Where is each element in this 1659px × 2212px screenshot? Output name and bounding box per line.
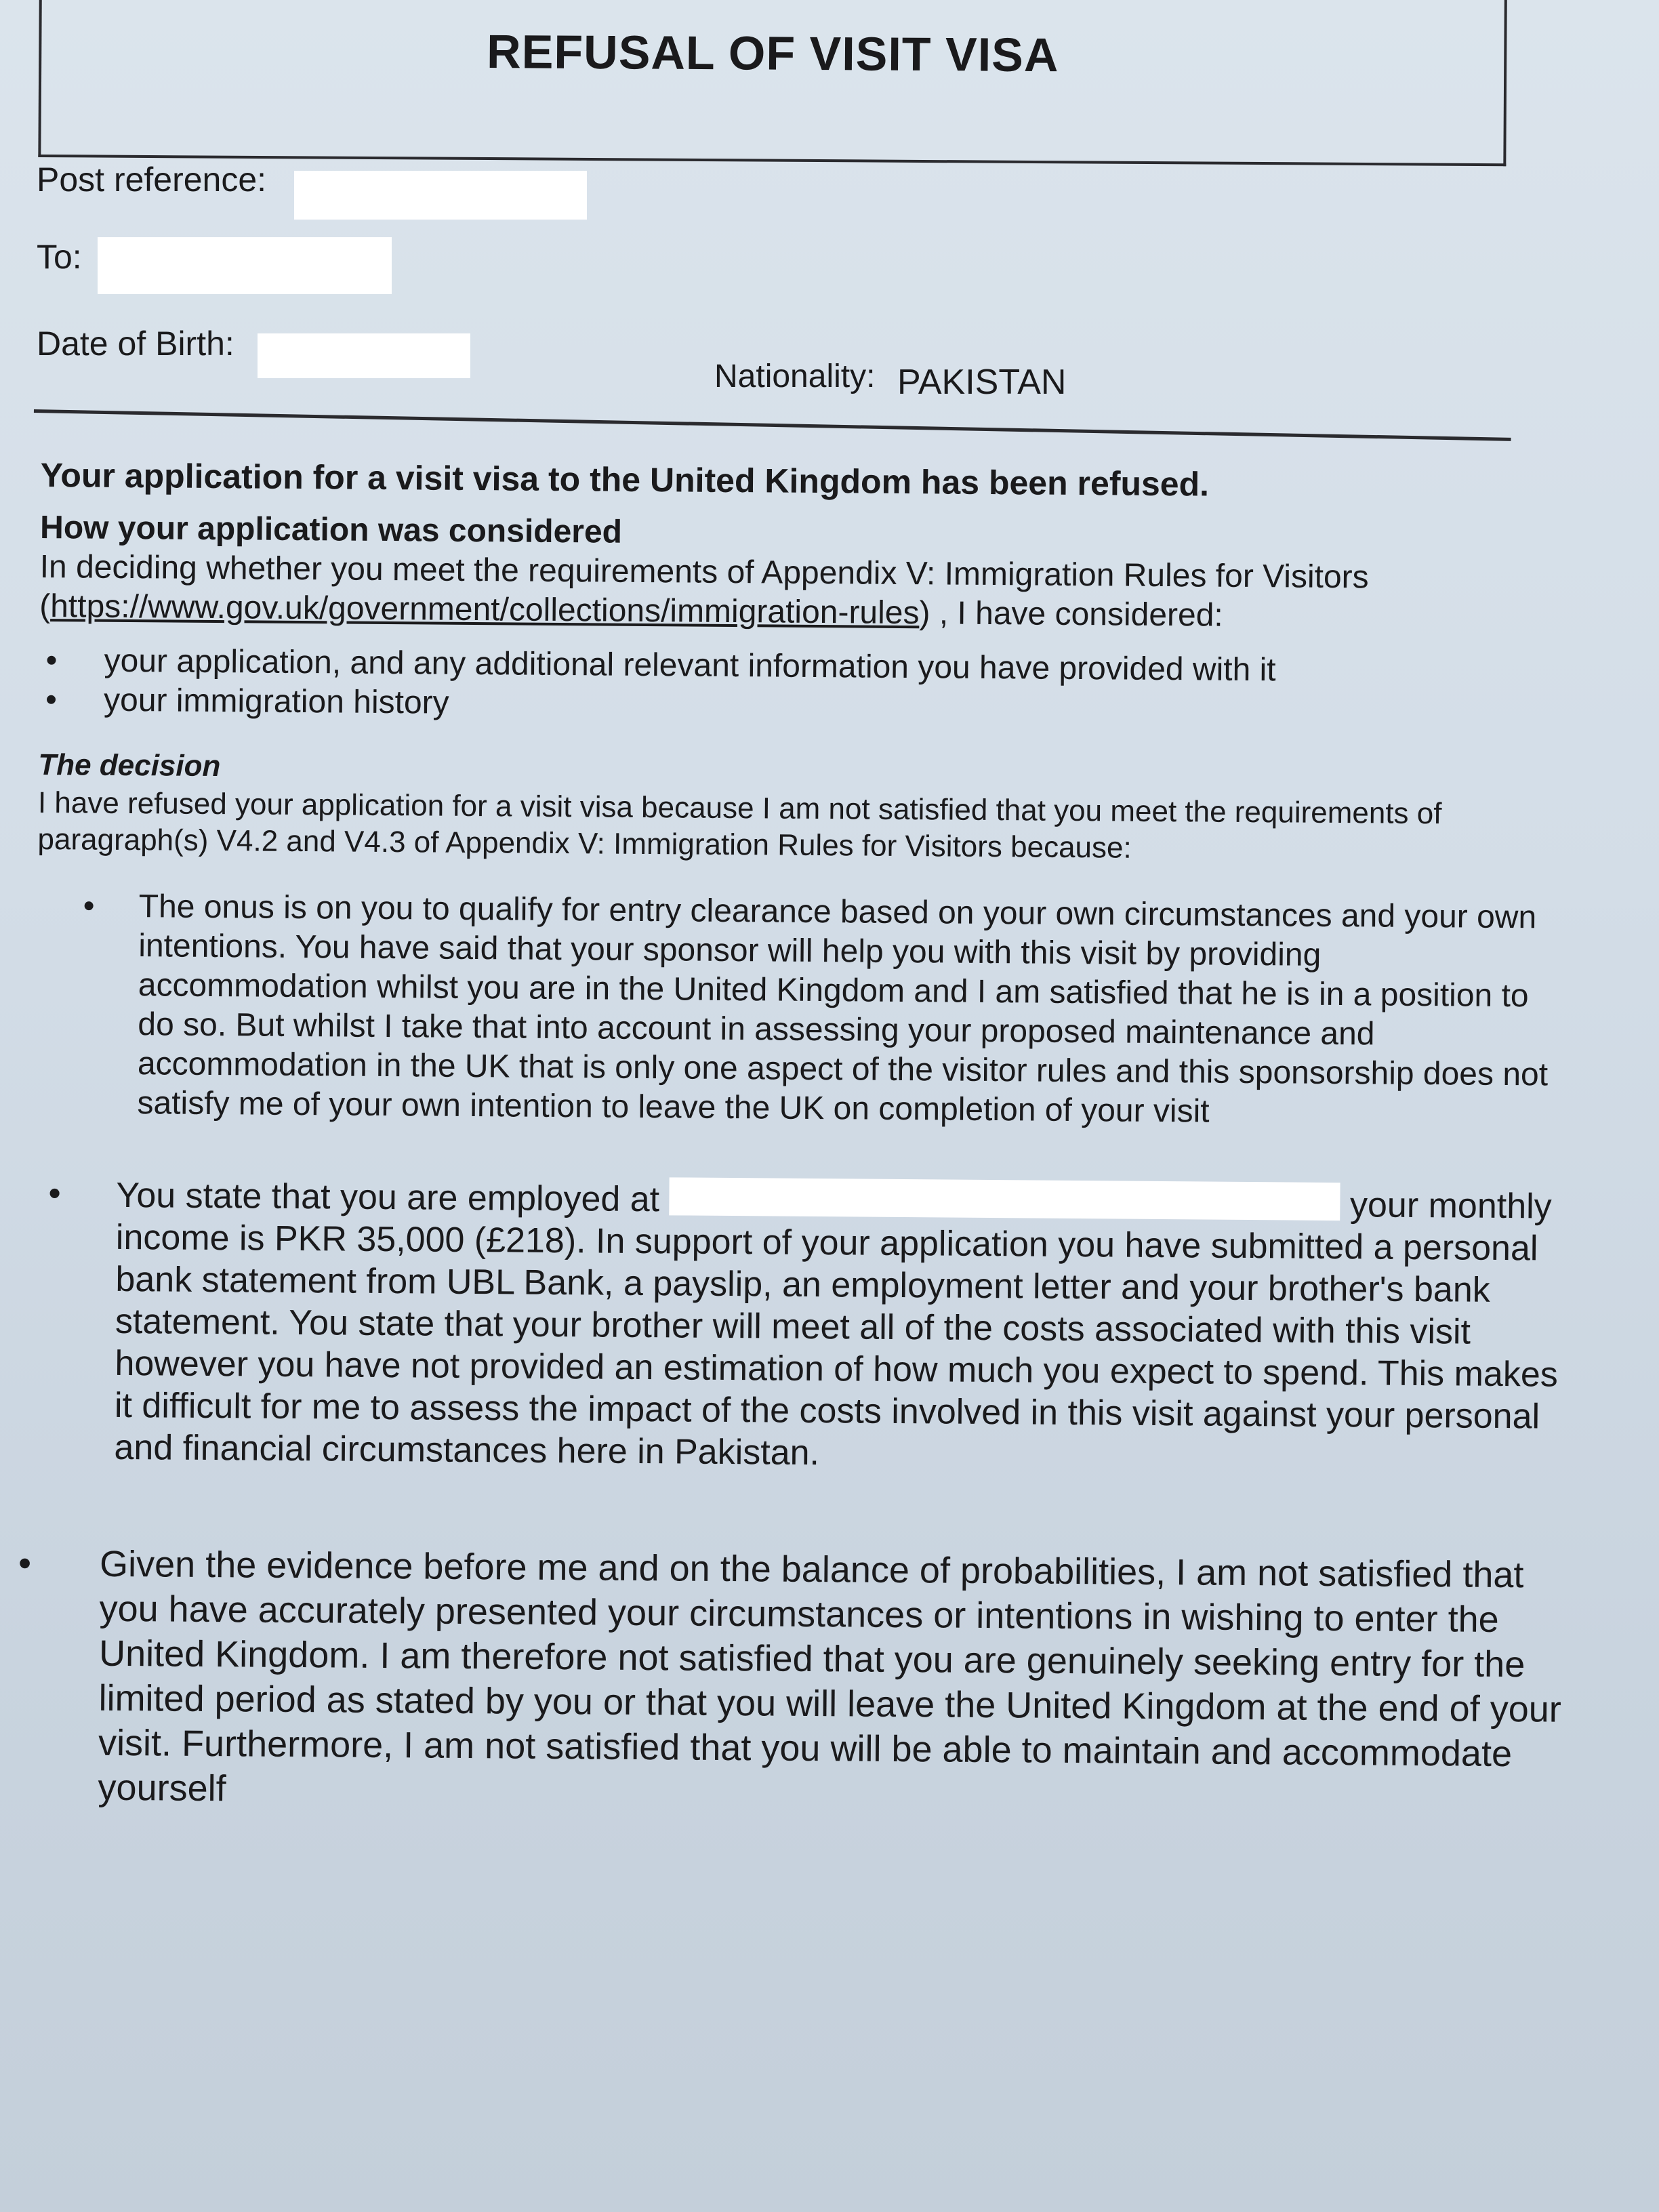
recipient-redaction (98, 237, 392, 294)
decision-paragraph: I have refused your application for a visit visa because I am not satisfied that you meet the requirements of paragraph(s) V4.2 and V4.3 of Appendix V: Immigration Rules for Visitors because: (37, 785, 1442, 865)
title-box (38, 0, 1507, 166)
reason-item: • Given the evidence before me and on the balance of probabilities, I am not satisfied that you have accurately presented your circumstances or intentions in wishing to enter the United Kingdom. I am therefore not satisfied that you are genuinely seeking entry for the limited period as stated by you or that you will leave the United Kingdom at the end of your visit. Furthermore, I am not satisfied that you will be able to maintain and accommodate yourself (3, 1541, 1563, 1822)
employment-text-before: You state that you are employed at (116, 1175, 660, 1220)
dob-redaction (258, 333, 470, 378)
to-label: To: (37, 238, 82, 276)
employer-redaction (669, 1177, 1340, 1221)
considered-text-after: ) , I have considered: (919, 595, 1223, 634)
considered-list (39, 641, 1578, 732)
considered-heading: How your application was considered (39, 509, 623, 550)
employment-text-after: your monthly income is PKR 35,000 (£218). In support of your application you have submitted a personal bank statement from UBL Bank, a payslip, an employment letter and your brother's bank statement. You state that your brother will meet all of the costs associated with this visit however you have not provided an estimation of how much you expect to spend. This makes it difficult for me to assess the impact of the costs involved in this visit against your personal and financial circumstances here in Pakistan. (114, 1185, 1559, 1473)
header-divider (34, 409, 1511, 441)
considered-text-before: In deciding whether you meet the requirements of Appendix V: Immigration Rules for Visitors ( (39, 548, 1369, 625)
letter-body (30, 455, 1579, 1822)
nationality-value: PAKISTAN (897, 363, 1067, 402)
considered-paragraph (39, 548, 1578, 638)
list-item: • your immigration history (39, 680, 1577, 732)
post-reference-redaction (294, 171, 587, 220)
reasons-list (30, 886, 1576, 1822)
reason-item: • The onus is on you to qualify for entry clearance based on your own circumstances and your own intentions. You have said that your sponsor will help you with this visit by providing accommodation whilst you are in the United Kingdom and I am satisfied that he is in a position to do so. But whilst I take that into account in assessing your proposed maintenance and accommodation in the UK that is only one aspect of the visitor rules and this sponsorship does not satisfy me of your own intention to leave the UK on completion of your visit (35, 886, 1555, 1134)
nationality-label: Nationality: (714, 359, 876, 394)
document-title: REFUSAL OF VISIT VISA (486, 25, 1059, 82)
decision-heading: The decision (38, 747, 221, 783)
refusal-headline: Your application for a visit visa to the United Kingdom has been refused. (40, 455, 1210, 504)
list-item: • your application, and any additional relevant information you have provided with it (39, 641, 1577, 693)
immigration-rules-link[interactable]: https://www.gov.uk/government/collections/immigration-rules (50, 588, 920, 632)
reason-item-employment (19, 1172, 1559, 1480)
post-reference-label: Post reference: (37, 161, 267, 199)
dob-label: Date of Birth: (37, 325, 234, 363)
